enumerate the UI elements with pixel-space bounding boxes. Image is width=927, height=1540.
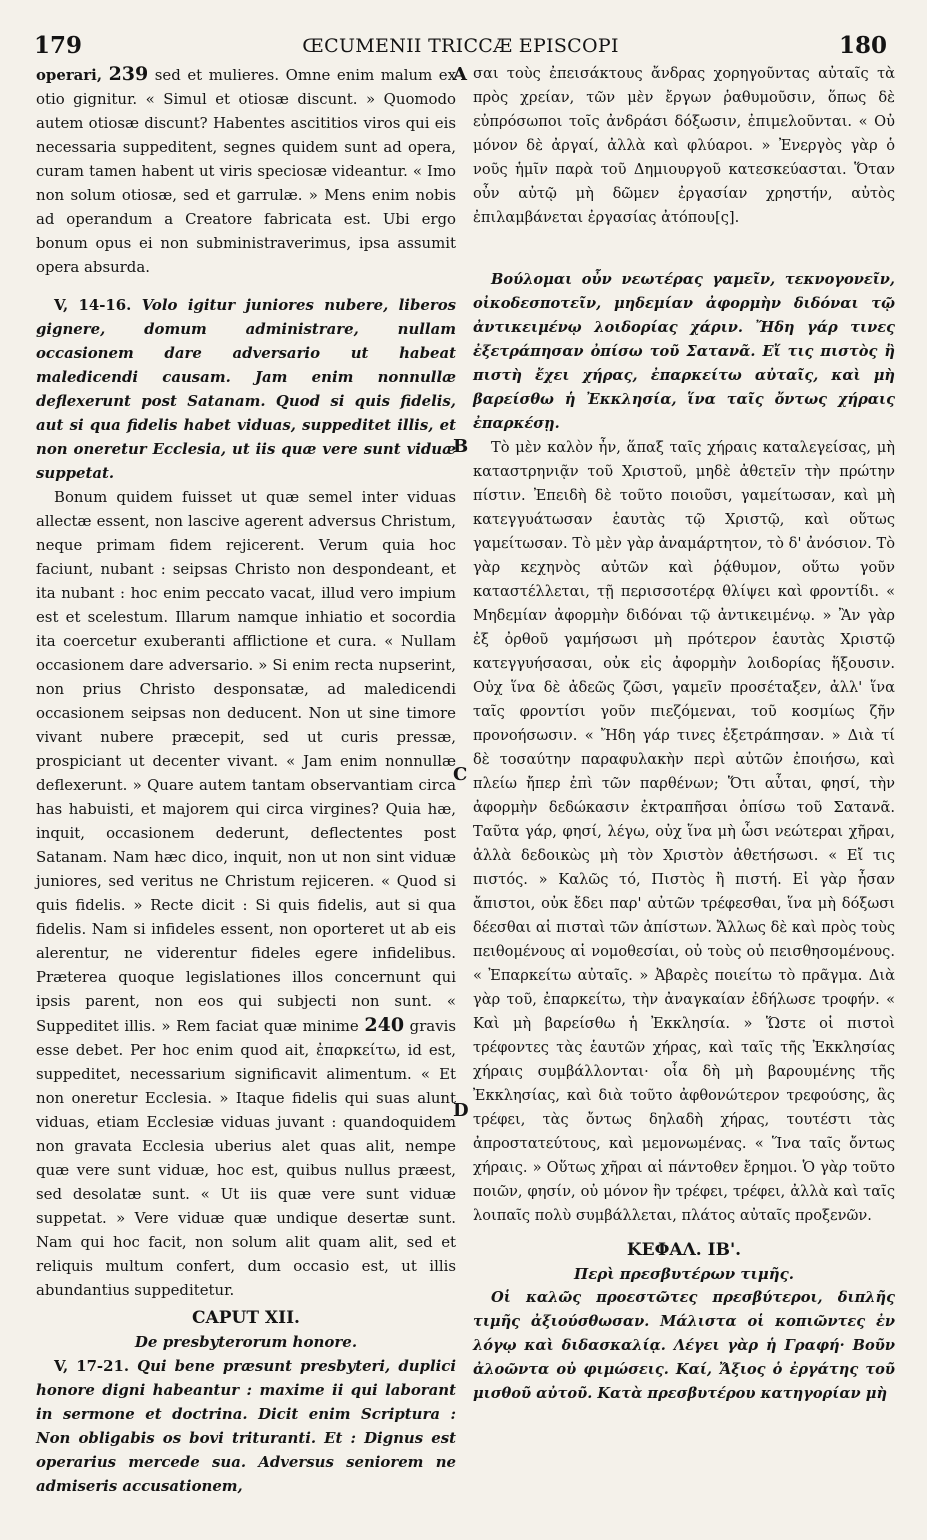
- latin-column: [36, 62, 456, 1498]
- page-number-left: 179: [34, 32, 83, 59]
- running-title: ŒCUMENII TRICCÆ EPISCOPI: [302, 35, 619, 57]
- column-number-240: 240: [364, 1014, 405, 1036]
- greek-verse-17-21: Οἱ καλῶς προεστῶτες πρεσβύτεροι, διπλῆς τιμῆς ἀξιούσθωσαν. Μάλιστα οἱ κοπιῶντες ἐν λόγῳ καὶ διδασκαλίᾳ. Λέγει γὰρ ἡ Γραφή· Βοῦν ἀλοῶντα οὐ φιμώσεις. Καί, Ἄξιος ὁ ἐργάτης τοῦ μισθοῦ αὐτοῦ. Κατὰ πρεσβυτέρου κατηγορίαν μὴ: [473, 1289, 895, 1402]
- caput-heading-greek: ΚΕΦΑΛ. ΙΒ'.: [626, 1240, 742, 1260]
- greek-paragraph-1: σαι τοὺς ἐπεισάκτους ἄνδρας χορηγοῦντας αὐταῖς τὰ πρὸς χρείαν, τῶν μὲν ἔργων ῥαθυμοῦσιν, ὅπως δὲ εὐπρόσωποι τοῖς ἀνδράσι δόξωσιν, ἐπιμελοῦνται. « Οὐ μόνον δὲ ἀργαί, ἀλλὰ καὶ φλύαροι. » Ἐνεργὸς γὰρ ὁ νοῦς ἡμῖν παρὰ τοῦ Δημιουργοῦ κατεσκεύασται. Ὅταν οὖν αὐτῷ μὴ δῶμεν ἐργασίαν χρηστήν, αὐτὸς ἐπιλαμβάνεται ἐργασίας ἀτόπου[ς].: [473, 65, 895, 226]
- verse-ref-14-16: V, 14-16.: [54, 296, 132, 314]
- latin-verse-17-21-text: Qui bene præsunt presbyteri, duplici honore digni habeantur : maxime ii qui laborant in sermone et doctrina. Dicit enim Scriptura : Non obligabis os bovi trituranti. Et : Dignus est operarius mercede sua. Adversus seniorem ne admiseris accusationem,: [36, 1357, 457, 1495]
- page-header: [34, 32, 887, 60]
- caput-subtitle-greek: Περὶ πρεσβυτέρων τιμῆς.: [574, 1265, 794, 1283]
- latin-p1-start: operari,: [36, 66, 102, 84]
- latin-verse-17-21: [36, 1354, 456, 1498]
- verse-ref-17-21: V, 17-21.: [54, 1357, 130, 1375]
- column-number-239: 239: [108, 63, 149, 85]
- latin-paragraph-1: [36, 62, 456, 279]
- latin-p1-rest: sed et mulieres. Omne enim malum ex otio gignitur. « Simul et otiosæ discunt. » Quomodo autem otiosæ discunt? Habentes ascititios viros qui eis necessaria suppeditent, segnes quidem sunt ad opera, curam tamen habent ut viris speciosæ videantur. « Imo non solum otiosæ, sed et garrulæ. » Mens enim nobis ad operandum a Creatore fabricata est. Ubi ergo bonum opus ei non subministraverimus, ipsa assumit opera absurda.: [36, 66, 456, 276]
- caput-heading-latin: CAPUT XII.: [192, 1308, 300, 1328]
- margin-letter-c: C: [453, 764, 468, 785]
- page-number-right: 180: [838, 32, 887, 59]
- margin-letter-d: D: [453, 1100, 469, 1121]
- latin-commentary-rest: gravis esse debet. Per hoc enim quod ait, ἐπαρκείτω, id est, suppeditet, necessarium significavit alimentum. « Et non oneretur Ecclesia. » Itaque fidelis qui suas alunt viduas, etiam Ecclesiæ viduas juvant : quandoquidem non gravata Ecclesia uberius alet quas alit, nempe quæ vere sunt viduæ, hoc est, quibus nullus præest, sed desolatæ sunt. « Ut iis quæ vere sunt viduæ suppetat. » Vere viduæ quæ undique desertæ sunt. Nam qui hoc facit, non solum alit quam alit, sed et reliquis multum confert, dum occasio est, ut illis abundantius suppeditetur.: [36, 1017, 457, 1299]
- latin-commentary-text: Bonum quidem fuisset ut quæ semel inter viduas allectæ essent, non lascive agerent adversus Christum, neque primam fidem rejicerent. Verum quia hoc faciunt, nubant : seipsas Christo non despondeant, et ita nubant : hoc enim peccato vacat, illud vero impium est et scelestum. Illarum namque inhiatio et socordia ita coercetur exuberanti afflictione et cura. « Nullam occasionem dare adversario. » Si enim recta nupserint, non prius Christo desponsatæ, ad maledicendi occasionem seipsas non deducent. Non ut sine timore vivant nubere præcepit, sed ut curis pressæ, prospiciant ut decenter vivant. « Jam enim nonnullæ deflexerunt. » Quare autem tantam observantiam circa has habuisti, et majorem qui circa virgines? Quia hæ, inquit, occasionem dederunt, deflectentes post Satanam. Nam hæc dico, inquit, non ut non sint viduæ juniores, sed veritus ne Christum rejiceren. « Quod si quis fidelis. » Recte dicit : Si quis fidelis, aut si qua fidelis. Nam si infideles essent, non oporteret ut ab eis alerentur, ne viderentur fideles egere infidelibus. Præterea quoque legislationes illos concernunt qui ipsis parent, non eos qui subjecti non sunt. « Suppeditet illis. » Rem faciat quæ minime: [36, 488, 456, 1035]
- latin-verse-14-16: [36, 293, 456, 485]
- margin-letter-b: B: [453, 436, 469, 457]
- greek-verse-14-16: Βούλομαι οὖν νεωτέρας γαμεῖν, τεκνογονεῖν, οἰκοδεσποτεῖν, μηδεμίαν ἀφορμὴν διδόναι τῷ ἀντικειμένῳ λοιδορίας χάριν. Ἤδη γάρ τινες ἐξετράπησαν ὀπίσω τοῦ Σατανᾶ. Εἴ τις πιστὸς ἢ πιστὴ ἔχει χήρας, ἐπαρκείτω αὐταῖς, καὶ μὴ βαρείσθω ἡ Ἐκκλησία, ἵνα ταῖς ὄντως χήραις ἐπαρκέσῃ.: [473, 271, 895, 432]
- margin-letter-a: A: [453, 64, 467, 85]
- greek-commentary: Τὸ μὲν καλὸν ἦν, ἅπαξ ταῖς χήραις καταλεγείσας, μὴ καταστρηνιᾷν τοῦ Χριστοῦ, μηδὲ ἀθετεῖν τὴν πρώτην πίστιν. Ἐπειδὴ δὲ τοῦτο ποιοῦσι, γαμείτωσαν, καὶ μὴ κατεγγυάτωσαν ἑαυτὰς τῷ Χριστῷ, καὶ οὕτως γαμείτωσαν. Τὸ μὲν γὰρ ἀναμάρτητον, τὸ δ' ἀνόσιον. Τὸ γὰρ κεχηνὸς αὐτῶν καὶ ῥᾴθυμον, οὕτω γοῦν καταστέλλεται, τῇ περισσοτέρᾳ θλίψει καὶ φροντίδι. « Μηδεμίαν ἀφορμὴν διδόναι τῷ ἀντικειμένῳ. » Ἂν γὰρ ἐξ ὀρθοῦ γαμήσωσι μὴ πρότερον ἑαυτὰς Χριστῷ κατεγγυήσασαι, οὐκ εἰς ἀφορμὴν λοιδορίας ἥξουσιν. Οὐχ ἵνα δὲ ἀδεῶς ζῶσι, γαμεῖν προσέταξεν, ἀλλ' ἵνα ταῖς φροντίσι γοῦν πιεζόμεναι, τοῦ κοσμίως ζῆν προνοήσωσιν. « Ἤδη γάρ τινες ἐξετράπησαν. » Διὰ τί δὲ τοσαύτην παραφυλακὴν περὶ αὐτῶν ἐποιήσω, καὶ πλείω ἤπερ ἐπὶ τῶν παρθένων; Ὅτι αὗται, φησί, τὴν ἀφορμὴν δεδώκασιν ἐκτραπῆσαι ὀπίσω τοῦ Σατανᾶ. Ταῦτα γάρ, φησί, λέγω, οὐχ ἵνα μὴ ὦσι νεώτεραι χῆραι, ἀλλὰ δεδοικὼς μὴ τὸν Χριστὸν ἀθετήσωσι. « Εἴ τις πιστός. » Καλῶς τό, Πιστὸς ἢ πιστή. Εἰ γὰρ ἦσαν ἄπιστοι, οὐκ ἔδει παρ' αὐτῶν τρέφεσθαι, ἵνα μὴ δόξωσι δέεσθαι αἱ πισταὶ τῶν ἀπίστων. Ἄλλως δὲ καὶ πρὸς τοὺς πειθομένους αἱ νομοθεσίαι, οὐ τοὺς οὐ πεισθησομένους. « Ἐπαρκείτω αὐταῖς. » Ἀβαρὲς ποιείτω τὸ πρᾶγμα. Διὰ γὰρ τοῦ, ἐπαρκείτω, τὴν ἀναγκαίαν ἐδήλωσε τροφήν. « Καὶ μὴ βαρείσθω ἡ Ἐκκλησία. » Ὥστε οἱ πιστοὶ τρέφοντες τὰς ἑαυτῶν χήρας, καὶ ταῖς τῆς Ἐκκλησίας χήραις συμβάλλονται· οἷα δὴ μὴ βαρουμένης τῆς Ἐκκλησίας, καὶ διὰ τοῦτο ἀφθονώτερον τρεφούσης, ἃς τρέφει, τὰς ὄντως δηλαδὴ χήρας, τουτέστι τὰς ἀπροστατεύτους, καὶ μεμονωμένας. « Ἵνα ταῖς ὄντως χήραις. » Οὕτως χῆραι αἱ πάντοθεν ἔρημοι. Ὁ γὰρ τοῦτο ποιῶν, φησίν, οὐ μόνον ἣν τρέφει, τρέφει, ἀλλὰ καὶ ταῖς λοιπαῖς πολὺ συμβάλλεται, πλάτος αὐταῖς προξενῶν.: [473, 439, 895, 1224]
- greek-column: [473, 62, 895, 1406]
- latin-commentary: [36, 485, 456, 1302]
- latin-verse-14-16-text: Volo igitur juniores nubere, liberos gignere, domum administrare, nullam occasionem dare adversario ut habeat maledicendi causam. Jam enim nonnullæ deflexerunt post Satanam. Quod si quis fidelis, aut si qua fidelis habet viduas, suppeditet illis, et non oneretur Ecclesia, ut iis quæ vere sunt viduæ suppetat.: [36, 296, 457, 482]
- caput-subtitle-latin: De presbyterorum honore.: [134, 1333, 358, 1351]
